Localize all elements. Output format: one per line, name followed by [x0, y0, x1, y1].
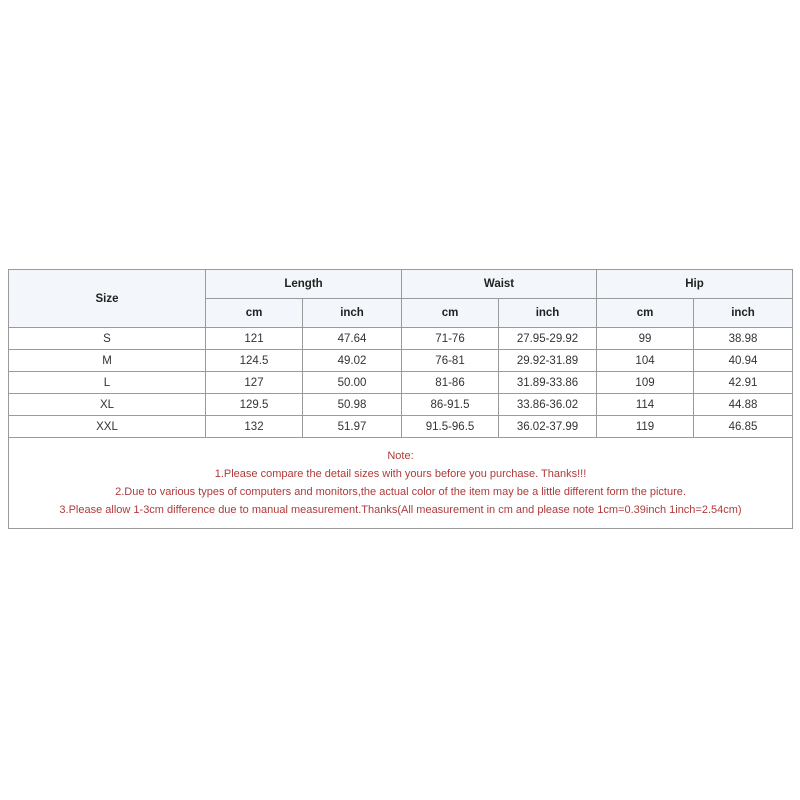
length-cm-cell: 132	[206, 416, 303, 438]
hip-inch-header: inch	[694, 299, 793, 328]
waist-cm-cell: 81-86	[402, 372, 499, 394]
waist-inch-cell: 33.86-36.02	[499, 394, 597, 416]
waist-cm-cell: 71-76	[402, 328, 499, 350]
waist-cm-header: cm	[402, 299, 499, 328]
hip-cm-cell: 109	[597, 372, 694, 394]
waist-cm-cell: 91.5-96.5	[402, 416, 499, 438]
notes-cell	[9, 438, 793, 529]
waist-inch-cell: 36.02-37.99	[499, 416, 597, 438]
length-inch-cell: 50.00	[303, 372, 402, 394]
hip-inch-cell: 38.98	[694, 328, 793, 350]
hip-inch-cell: 40.94	[694, 350, 793, 372]
waist-inch-cell: 29.92-31.89	[499, 350, 597, 372]
note-title: Note:	[387, 450, 414, 462]
length-inch-header: inch	[303, 299, 402, 328]
waist-inch-header: inch	[499, 299, 597, 328]
length-cm-cell: 121	[206, 328, 303, 350]
length-cm-cell: 129.5	[206, 394, 303, 416]
length-group-header: Length	[206, 270, 402, 299]
waist-inch-cell: 31.89-33.86	[499, 372, 597, 394]
waist-cm-cell: 76-81	[402, 350, 499, 372]
notes-row	[9, 438, 793, 529]
size-column-header: Size	[9, 270, 206, 328]
length-cm-cell: 124.5	[206, 350, 303, 372]
hip-inch-cell: 46.85	[694, 416, 793, 438]
size-chart-table	[8, 269, 793, 529]
table-row	[9, 416, 793, 438]
header-row-groups	[9, 270, 793, 299]
length-cm-cell: 127	[206, 372, 303, 394]
hip-cm-cell: 99	[597, 328, 694, 350]
waist-inch-cell: 27.95-29.92	[499, 328, 597, 350]
note-line-3: 3.Please allow 1-3cm difference due to manual measurement.Thanks(All measurement in cm and please note 1cm=0.39inch 1inch=2.54cm)	[59, 504, 742, 516]
table-row	[9, 328, 793, 350]
table-row	[9, 372, 793, 394]
hip-cm-cell: 114	[597, 394, 694, 416]
note-line-2: 2.Due to various types of computers and monitors,the actual color of the item may be a little different form the picture.	[115, 486, 686, 498]
size-cell: L	[9, 372, 206, 394]
hip-inch-cell: 42.91	[694, 372, 793, 394]
length-cm-header: cm	[206, 299, 303, 328]
size-cell: XL	[9, 394, 206, 416]
waist-group-header: Waist	[402, 270, 597, 299]
size-cell: S	[9, 328, 206, 350]
size-cell: M	[9, 350, 206, 372]
length-inch-cell: 47.64	[303, 328, 402, 350]
waist-cm-cell: 86-91.5	[402, 394, 499, 416]
size-rows	[9, 328, 793, 529]
hip-cm-cell: 119	[597, 416, 694, 438]
hip-cm-header: cm	[597, 299, 694, 328]
table-row	[9, 394, 793, 416]
size-cell: XXL	[9, 416, 206, 438]
length-inch-cell: 49.02	[303, 350, 402, 372]
hip-cm-cell: 104	[597, 350, 694, 372]
note-line-1: 1.Please compare the detail sizes with yours before you purchase. Thanks!!!	[214, 468, 587, 480]
length-inch-cell: 50.98	[303, 394, 402, 416]
hip-inch-cell: 44.88	[694, 394, 793, 416]
length-inch-cell: 51.97	[303, 416, 402, 438]
hip-group-header: Hip	[597, 270, 793, 299]
table-row	[9, 350, 793, 372]
